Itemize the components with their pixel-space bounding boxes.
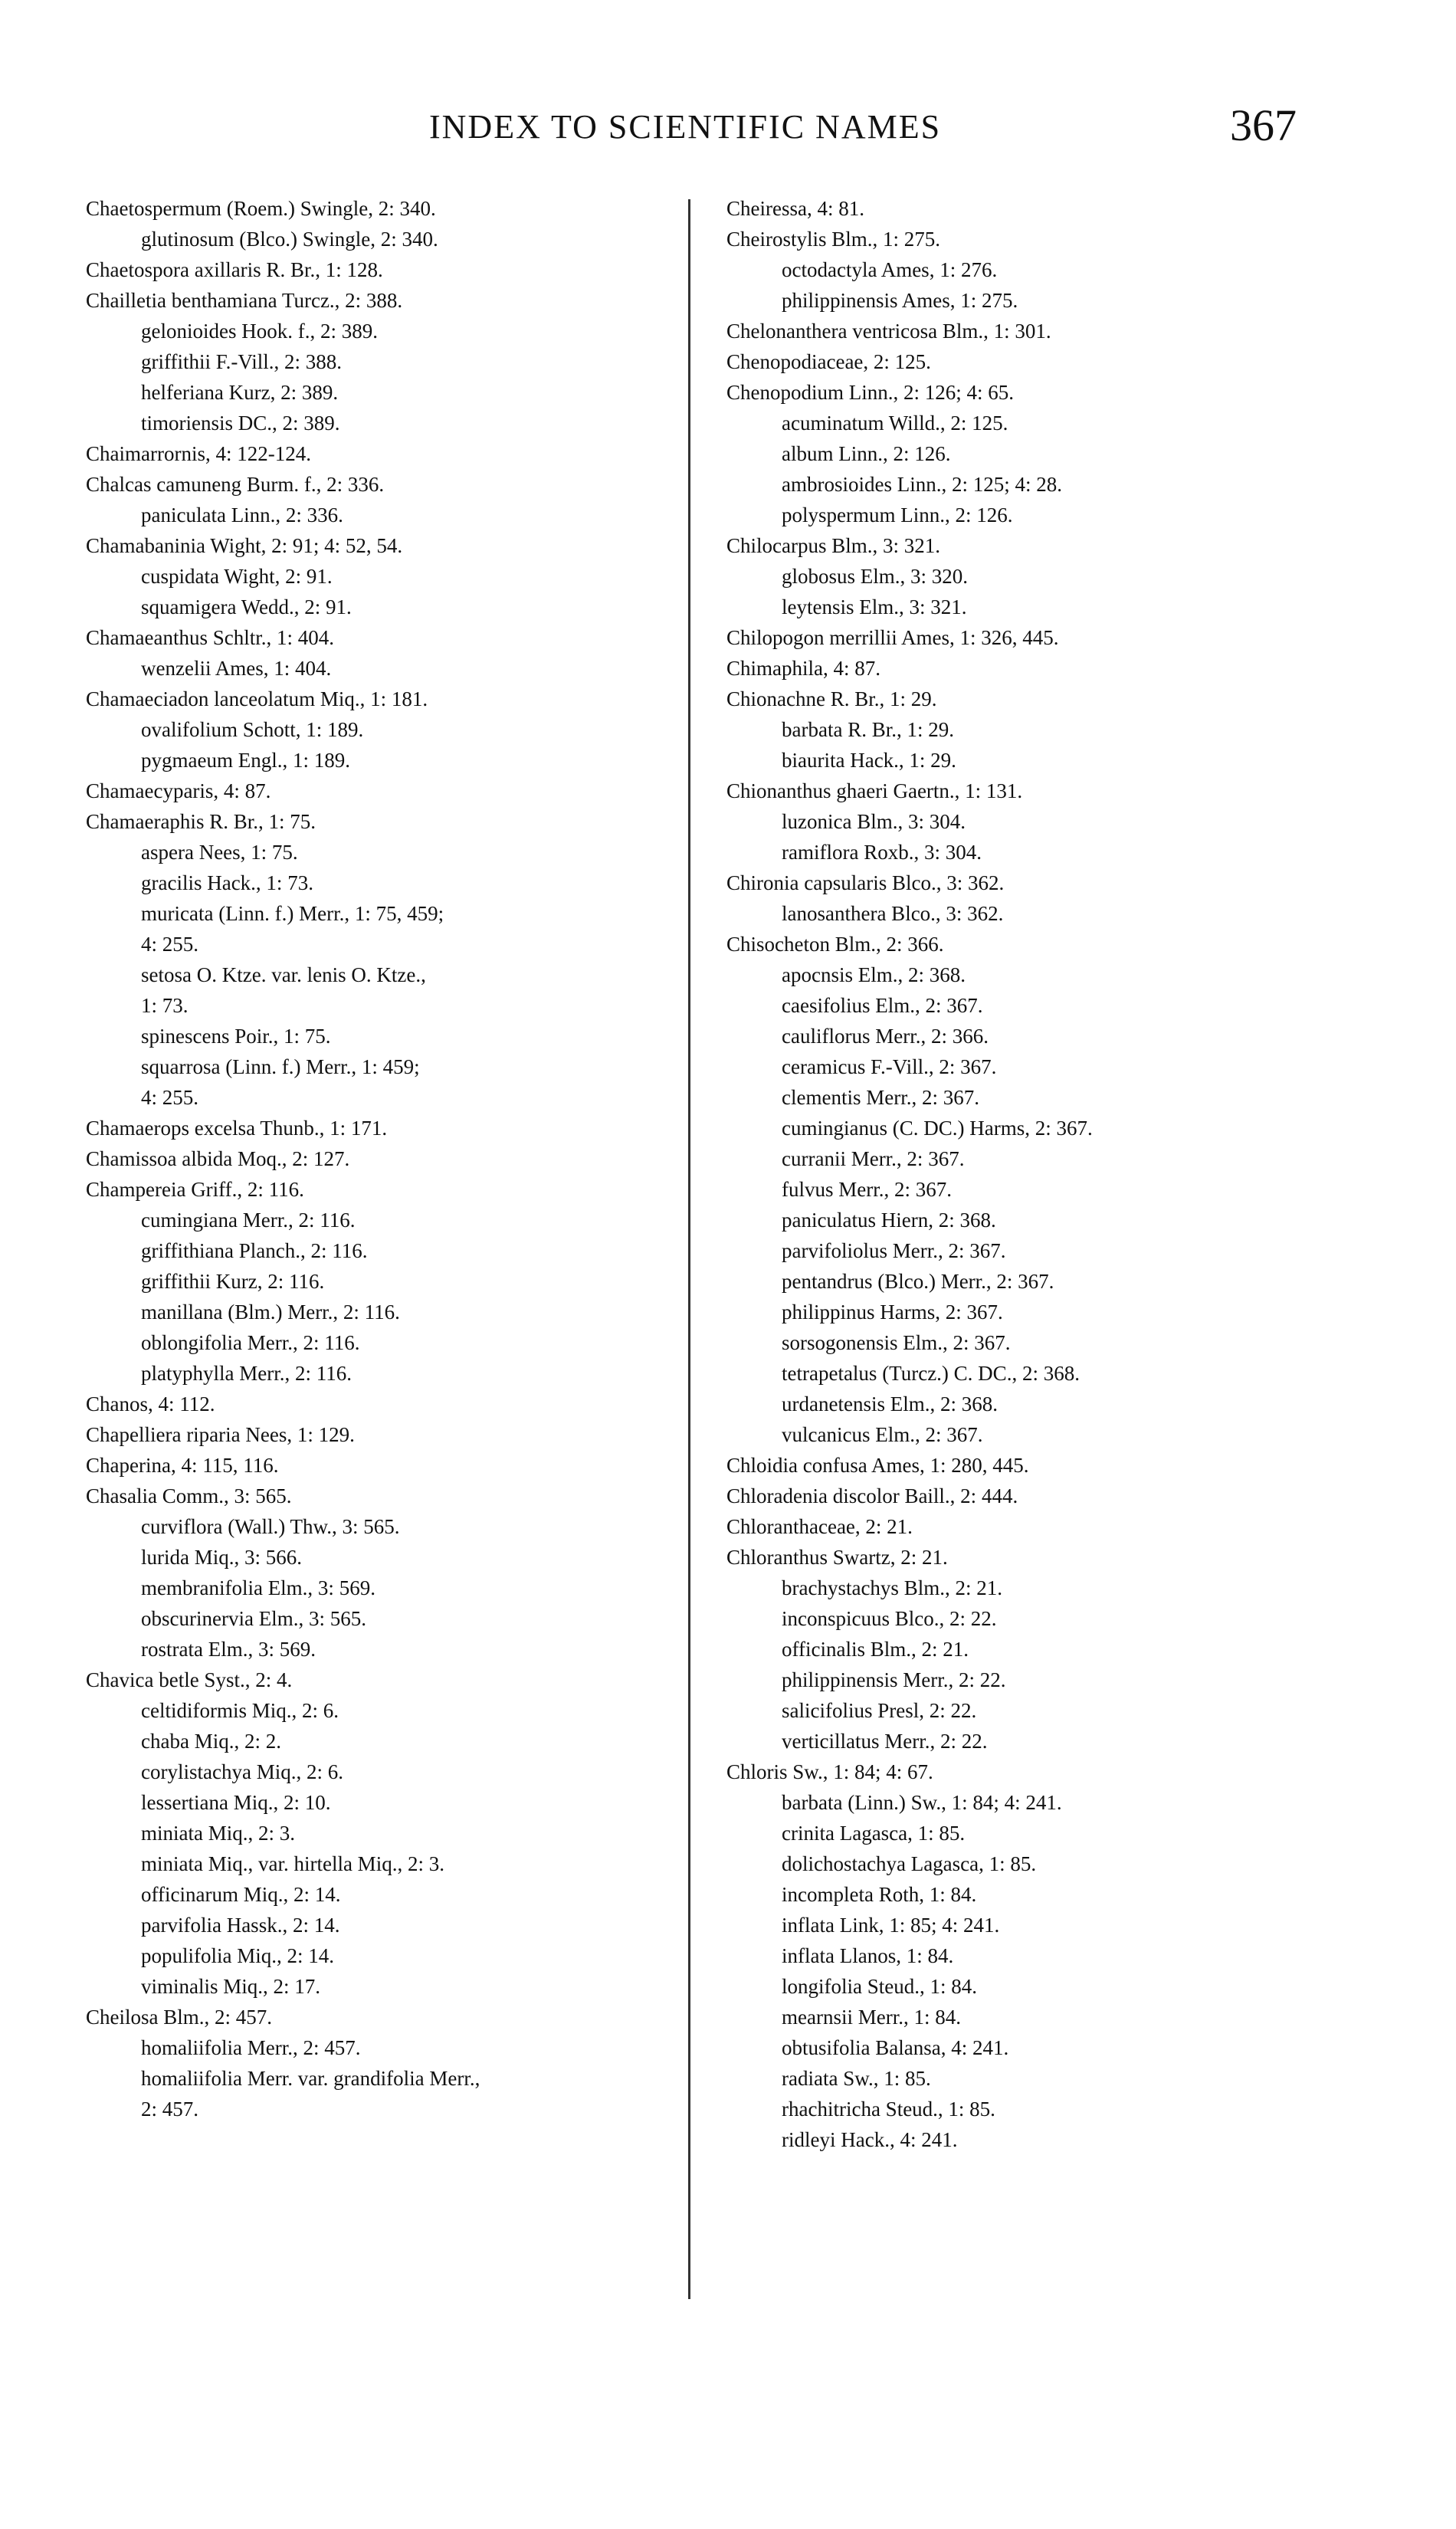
index-entry: Champereia Griff., 2: 116. — [86, 1178, 304, 1201]
index-entry: Chisocheton Blm., 2: 366. — [726, 933, 944, 956]
index-entry: vulcanicus Elm., 2: 367. — [782, 1423, 983, 1446]
page-header — [0, 100, 1456, 169]
index-entry: cuspidata Wight, 2: 91. — [141, 565, 333, 588]
index-entry: Chamaeanthus Schltr., 1: 404. — [86, 626, 334, 649]
index-entry: Chionachne R. Br., 1: 29. — [726, 687, 937, 710]
index-entry: cumingiana Merr., 2: 116. — [141, 1209, 356, 1232]
index-entry: barbata (Linn.) Sw., 1: 84; 4: 241. — [782, 1791, 1062, 1814]
index-entry: helferiana Kurz, 2: 389. — [141, 381, 339, 404]
index-entry: corylistachya Miq., 2: 6. — [141, 1760, 343, 1783]
index-entry: timoriensis DC., 2: 389. — [141, 412, 340, 435]
index-entry: Chamaeciadon lanceolatum Miq., 1: 181. — [86, 687, 428, 710]
index-entry: Chaetospermum (Roem.) Swingle, 2: 340. — [86, 197, 436, 220]
index-entry: radiata Sw., 1: 85. — [782, 2067, 931, 2090]
index-entry: mearnsii Merr., 1: 84. — [782, 2006, 961, 2029]
index-entry: Chloris Sw., 1: 84; 4: 67. — [726, 1760, 933, 1783]
index-entry: miniata Miq., var. hirtella Miq., 2: 3. — [141, 1852, 444, 1875]
index-entry: biaurita Hack., 1: 29. — [782, 749, 956, 772]
index-entry: muricata (Linn. f.) Merr., 1: 75, 459; — [141, 902, 444, 925]
index-entry: ovalifolium Schott, 1: 189. — [141, 718, 364, 741]
index-entry: clementis Merr., 2: 367. — [782, 1086, 979, 1109]
index-entry: Chilocarpus Blm., 3: 321. — [726, 534, 940, 557]
index-entry: Chamaecyparis, 4: 87. — [86, 779, 271, 802]
index-entry: officinalis Blm., 2: 21. — [782, 1638, 969, 1661]
index-entry: rhachitricha Steud., 1: 85. — [782, 2098, 995, 2121]
index-entry: Chilopogon merrillii Ames, 1: 326, 445. — [726, 626, 1059, 649]
index-entry: obscurinervia Elm., 3: 565. — [141, 1607, 366, 1630]
index-entry: gracilis Hack., 1: 73. — [141, 871, 313, 894]
index-entry: barbata R. Br., 1: 29. — [782, 718, 954, 741]
index-entry: aspera Nees, 1: 75. — [141, 841, 298, 864]
index-entry: Chelonanthera ventricosa Blm., 1: 301. — [726, 320, 1051, 343]
index-entry: curranii Merr., 2: 367. — [782, 1147, 965, 1170]
index-entry: griffithii Kurz, 2: 116. — [141, 1270, 325, 1293]
index-entry: parvifolia Hassk., 2: 14. — [141, 1914, 340, 1937]
index-entry: viminalis Miq., 2: 17. — [141, 1975, 321, 1998]
page-number: 367 — [1230, 100, 1297, 150]
index-entry: inflata Link, 1: 85; 4: 241. — [782, 1914, 1000, 1937]
index-entry: squarrosa (Linn. f.) Merr., 1: 459; — [141, 1055, 420, 1078]
index-entry: salicifolius Presl, 2: 22. — [782, 1699, 977, 1722]
index-entry: lanosanthera Blco., 3: 362. — [782, 902, 1004, 925]
index-entry: Chasalia Comm., 3: 565. — [86, 1484, 292, 1507]
index-entry: spinescens Poir., 1: 75. — [141, 1025, 331, 1048]
index-entry: crinita Lagasca, 1: 85. — [782, 1822, 966, 1845]
index-entry: Chamaerops excelsa Thunb., 1: 171. — [86, 1117, 388, 1140]
index-entry: Chaimarrornis, 4: 122-124. — [86, 442, 311, 465]
index-entry: verticillatus Merr., 2: 22. — [782, 1730, 988, 1753]
index-entry: tetrapetalus (Turcz.) C. DC., 2: 368. — [782, 1362, 1080, 1385]
index-entry: Chenopodium Linn., 2: 126; 4: 65. — [726, 381, 1014, 404]
running-title: INDEX TO SCIENTIFIC NAMES — [429, 108, 942, 146]
index-entry: griffithiana Planch., 2: 116. — [141, 1239, 368, 1262]
right-index-column — [726, 193, 1332, 2155]
index-entry: Chaperina, 4: 115, 116. — [86, 1454, 279, 1477]
left-index-column — [86, 193, 684, 2124]
index-entry: apocnsis Elm., 2: 368. — [782, 963, 966, 986]
index-entry: cauliflorus Merr., 2: 366. — [782, 1025, 989, 1048]
index-entry: luzonica Blm., 3: 304. — [782, 810, 966, 833]
index-entry: celtidiformis Miq., 2: 6. — [141, 1699, 339, 1722]
index-entry: 2: 457. — [141, 2098, 199, 2121]
index-entry: caesifolius Elm., 2: 367. — [782, 994, 983, 1017]
index-entry: Cheilosa Blm., 2: 457. — [86, 2006, 272, 2029]
index-entry: inconspicuus Blco., 2: 22. — [782, 1607, 997, 1630]
index-entry: chaba Miq., 2: 2. — [141, 1730, 281, 1753]
index-entry: oblongifolia Merr., 2: 116. — [141, 1331, 360, 1354]
index-entry: lurida Miq., 3: 566. — [141, 1546, 302, 1569]
index-entry: manillana (Blm.) Merr., 2: 116. — [141, 1301, 400, 1324]
index-entry: philippinensis Ames, 1: 275. — [782, 289, 1018, 312]
index-entry: Chanos, 4: 112. — [86, 1392, 215, 1415]
index-entry: Chloidia confusa Ames, 1: 280, 445. — [726, 1454, 1029, 1477]
index-entry: philippinensis Merr., 2: 22. — [782, 1668, 1006, 1691]
index-entry: ambrosioides Linn., 2: 125; 4: 28. — [782, 473, 1062, 496]
index-entry: Cheirostylis Blm., 1: 275. — [726, 228, 941, 251]
index-entry: gelonioides Hook. f., 2: 389. — [141, 320, 378, 343]
index-entry: philippinus Harms, 2: 367. — [782, 1301, 1003, 1324]
index-entry: urdanetensis Elm., 2: 368. — [782, 1392, 998, 1415]
index-entry: paniculata Linn., 2: 336. — [141, 504, 343, 526]
index-entry: 4: 255. — [141, 933, 199, 956]
index-entry: populifolia Miq., 2: 14. — [141, 1944, 334, 1967]
index-entry: Chironia capsularis Blco., 3: 362. — [726, 871, 1005, 894]
column-divider — [688, 199, 690, 2299]
index-entry: cumingianus (C. DC.) Harms, 2: 367. — [782, 1117, 1093, 1140]
index-entry: Chimaphila, 4: 87. — [726, 657, 880, 680]
index-entry: polyspermum Linn., 2: 126. — [782, 504, 1013, 526]
index-entry: homaliifolia Merr., 2: 457. — [141, 2036, 361, 2059]
index-entry: Chionanthus ghaeri Gaertn., 1: 131. — [726, 779, 1023, 802]
index-entry: dolichostachya Lagasca, 1: 85. — [782, 1852, 1037, 1875]
index-entry: Chloradenia discolor Baill., 2: 444. — [726, 1484, 1018, 1507]
index-entry: Chloranthaceae, 2: 21. — [726, 1515, 913, 1538]
index-entry: setosa O. Ktze. var. lenis O. Ktze., — [141, 963, 426, 986]
index-entry: rostrata Elm., 3: 569. — [141, 1638, 316, 1661]
index-entry: globosus Elm., 3: 320. — [782, 565, 969, 588]
index-entry: acuminatum Willd., 2: 125. — [782, 412, 1008, 435]
index-entry: incompleta Roth, 1: 84. — [782, 1883, 977, 1906]
index-entry: pygmaeum Engl., 1: 189. — [141, 749, 350, 772]
index-entry: parvifoliolus Merr., 2: 367. — [782, 1239, 1006, 1262]
index-entry: lessertiana Miq., 2: 10. — [141, 1791, 331, 1814]
index-entry: ridleyi Hack., 4: 241. — [782, 2128, 958, 2151]
index-entry: officinarum Miq., 2: 14. — [141, 1883, 341, 1906]
index-entry: homaliifolia Merr. var. grandifolia Merr., — [141, 2067, 480, 2090]
index-entry: ceramicus F.-Vill., 2: 367. — [782, 1055, 997, 1078]
index-entry: inflata Llanos, 1: 84. — [782, 1944, 954, 1967]
index-entry: paniculatus Hiern, 2: 368. — [782, 1209, 996, 1232]
index-entry: Chaetospora axillaris R. Br., 1: 128. — [86, 258, 383, 281]
index-entry: album Linn., 2: 126. — [782, 442, 951, 465]
index-entry: Chamabaninia Wight, 2: 91; 4: 52, 54. — [86, 534, 403, 557]
index-entry: ramiflora Roxb., 3: 304. — [782, 841, 982, 864]
index-entry: Chailletia benthamiana Turcz., 2: 388. — [86, 289, 403, 312]
index-entry: sorsogonensis Elm., 2: 367. — [782, 1331, 1011, 1354]
index-entry: wenzelii Ames, 1: 404. — [141, 657, 332, 680]
index-entry: miniata Miq., 2: 3. — [141, 1822, 295, 1845]
index-entry: squamigera Wedd., 2: 91. — [141, 595, 352, 618]
index-entry: octodactyla Ames, 1: 276. — [782, 258, 998, 281]
index-entry: griffithii F.-Vill., 2: 388. — [141, 350, 342, 373]
index-entry: Chapelliera riparia Nees, 1: 129. — [86, 1423, 355, 1446]
index-entry: longifolia Steud., 1: 84. — [782, 1975, 977, 1998]
index-entry: 1: 73. — [141, 994, 189, 1017]
index-entry: Chalcas camuneng Burm. f., 2: 336. — [86, 473, 385, 496]
index-entry: pentandrus (Blco.) Merr., 2: 367. — [782, 1270, 1054, 1293]
index-entry: brachystachys Blm., 2: 21. — [782, 1576, 1002, 1599]
index-entry: Chamaeraphis R. Br., 1: 75. — [86, 810, 316, 833]
index-entry: obtusifolia Balansa, 4: 241. — [782, 2036, 1009, 2059]
index-entry: glutinosum (Blco.) Swingle, 2: 340. — [141, 228, 438, 251]
index-entry: Chloranthus Swartz, 2: 21. — [726, 1546, 948, 1569]
index-entry: fulvus Merr., 2: 367. — [782, 1178, 952, 1201]
index-entry: platyphylla Merr., 2: 116. — [141, 1362, 352, 1385]
index-entry: Chamissoa albida Moq., 2: 127. — [86, 1147, 350, 1170]
index-entry: 4: 255. — [141, 1086, 199, 1109]
index-entry: membranifolia Elm., 3: 569. — [141, 1576, 375, 1599]
index-entry: curviflora (Wall.) Thw., 3: 565. — [141, 1515, 400, 1538]
index-entry: Cheiressa, 4: 81. — [726, 197, 864, 220]
index-entry: Chenopodiaceae, 2: 125. — [726, 350, 931, 373]
index-entry: leytensis Elm., 3: 321. — [782, 595, 967, 618]
index-entry: Chavica betle Syst., 2: 4. — [86, 1668, 293, 1691]
